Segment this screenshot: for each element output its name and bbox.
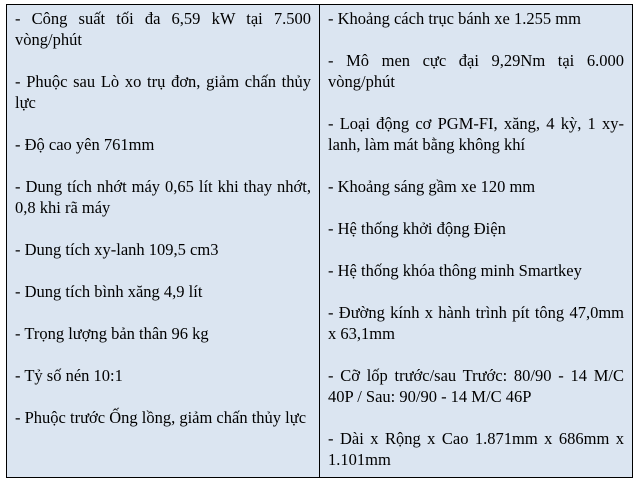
spec-rear-suspension: - Phuộc sau Lò xo trụ đơn, giảm chấn thủy lực: [15, 72, 311, 112]
spec-fuel-tank: - Dung tích bình xăng 4,9 lít: [15, 282, 203, 301]
spec-seat-height: - Độ cao yên 761mm: [15, 135, 155, 154]
spec-column-right: [320, 5, 633, 478]
spec-table: [6, 4, 633, 478]
spec-front-suspension: - Phuộc trước Ống lồng, giảm chấn thủy lực: [15, 408, 307, 427]
table-row: [7, 5, 633, 478]
spec-starter-system: - Hệ thống khởi động Điện: [328, 219, 506, 238]
spec-compression-ratio: - Tỷ số nén 10:1: [15, 366, 123, 385]
spec-dimensions: - Dài x Rộng x Cao 1.871mm x 686mm x 1.101mm: [328, 429, 624, 469]
spec-wheelbase: - Khoảng cách trục bánh xe 1.255 mm: [328, 9, 581, 28]
spec-displacement: - Dung tích xy-lanh 109,5 cm3: [15, 240, 219, 259]
spec-max-torque: - Mô men cực đại 9,29Nm tại 6.000 vòng/phút: [328, 51, 624, 91]
spec-max-power: - Công suất tối đa 6,59 kW tại 7.500 vòng/phút: [15, 9, 311, 49]
spec-bore-stroke: - Đường kính x hành trình pít tông 47,0mm x 63,1mm: [328, 303, 624, 343]
spec-tire-size: - Cỡ lốp trước/sau Trước: 80/90 - 14 M/C 40P / Sau: 90/90 - 14 M/C 46P: [328, 366, 624, 406]
spec-column-left: [7, 5, 320, 478]
spec-oil-capacity: - Dung tích nhớt máy 0,65 lít khi thay nhớt, 0,8 khi rã máy: [15, 177, 311, 217]
spec-ground-clearance: - Khoảng sáng gầm xe 120 mm: [328, 177, 536, 196]
spec-curb-weight: - Trọng lượng bản thân 96 kg: [15, 324, 209, 343]
spec-engine-type: - Loại động cơ PGM-FI, xăng, 4 kỳ, 1 xy-lanh, làm mát bằng không khí: [328, 114, 624, 154]
spec-smartkey-system: - Hệ thống khóa thông minh Smartkey: [328, 261, 582, 280]
